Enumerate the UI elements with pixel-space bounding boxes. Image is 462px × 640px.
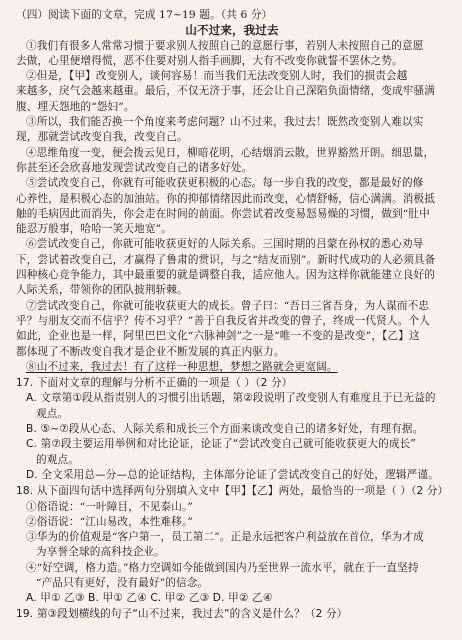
question-17: 17. 下面对文章的理解与分析不正确的一项是（ ）（2 分） A. 文章第①段从指责别人的习惯引出话题，第②段说明了改变别人有难度且于已无益的 观点。 B. ⑤~⑦段从心态、人际关系和成长三个方面来谈改变自己的诸多好处，有理有据。 C. 第⑦段主要运用举例和对比论证，论证了“尝试改变自己就可能收获更大的成长” 的观点。 D. 全文采用总—分—总的论证结构，主体部分论证了尝试改变自己的好处，逻辑严谨。 xyxy=(16,376,448,483)
q18-item-4: ④“好空调，格力造。”格力空调如今能做到国内乃至世界一流水平，就在于一直坚持 xyxy=(26,561,419,574)
q17-option-b: B. ⑤~⑦段从心态、人际关系和成长三个方面来谈改变自己的诸多好处，有理有据。 xyxy=(26,423,424,436)
question-19-stem: 19. 第③段划横线的句子“山不过来，我过去”的含义是什么？（2 分） xyxy=(16,607,348,620)
section-header: （四）阅读下面的文章，完成 17~19 题。（共 6 分） xyxy=(16,9,273,21)
q18-item-3: ③华为的价值观是“客户第一，员工第二”。正是永远把客户利益放在首位，华为才成 xyxy=(26,531,424,544)
paragraph-6: ⑥尝试改变自己，你就可能收获更好的人际关系。三国时期的吕蒙在孙权的悉心劝导 下，尝试着改变自己，才赢得了鲁肃的赏识，与之“结友而别”。新时代成功的人必须具备 四种核心竞争能力，其中最重要的就是调整自我，适应他人。因为这样你就能建立良好的 人际关系，带领你的团队披荆斩棘。 xyxy=(16,238,436,297)
question-19 xyxy=(16,607,448,622)
question-18: 18. 从下面四句话中选择两句分别填入文中【甲】【乙】两处，最恰当的一项是（ ）（2 分） ①俗语说：“一叶障目，不见泰山。” ②俗语说：“江山易改，本性难移。” ③华为的价值观是“客户第一，员工第二”。正是永远把客户利益放在首位，华为才成 为享誉全球的高科技企业。 ④“好空调，格力造。”格力空调如今能做到国内乃至世界一流水平，就在于一直坚持 “产品只有更好，没有最好”的信念。 A. 甲① 乙③ B. 甲① 乙④ C. 甲② 乙③ D. 甲② 乙④ xyxy=(16,484,448,606)
paragraph-5: ⑤尝试改变自己，你就有可能收获更积极的心态。每一步自我的改变，都是最好的修 心养性，是积极心态的加油站。你的抑郁情绪因此而改变，心情舒畅，信心满满。消极抵 触的毛病因此而消失，你会走在时间的前面。你尝试着改变易怒易燥的习惯，做到“肚中 能忍万般事，哈哈一笑天地宽”。 xyxy=(16,177,436,236)
question-17-stem: 17. 下面对文章的理解与分析不正确的一项是（ ）（2 分） xyxy=(16,377,293,390)
article-title: 山不过来，我过去 xyxy=(185,23,279,38)
q18-item-1: ①俗语说：“一叶障目，不见泰山。” xyxy=(26,500,193,513)
paragraph-1: ①我们有很多人常常习惯于要求别人按照自己的意愿行事，若别人未按照自己的意愿 去做，心里便增得慌，恶不住要对别人指手画脚，大有不改变你就誓不罢休之势。 xyxy=(16,39,424,67)
paragraph-2: ②但是，【甲】改变别人，谈何容易！而当我们无法改变别人时，我们的损责会越 来越多，戾气会越来越重。最后，不仅无济于事，还会让自己深陷负面情绪，变成牢骚满 腹、埋天怨地的“怨妇”。 xyxy=(16,70,436,113)
q17-option-c: C. 第⑦段主要运用举例和对比论证，论证了“尝试改变自己就可能收获更大的成长” xyxy=(26,438,417,451)
q18-options: A. 甲① 乙③ B. 甲① 乙④ C. 甲② 乙③ D. 甲② 乙④ xyxy=(26,592,273,605)
question-18-stem: 18. 从下面四句话中选择两句分别填入文中【甲】【乙】两处，最恰当的一项是（ ）（2 分） xyxy=(16,485,448,498)
paragraph-4: ④思维角度一变，便会拨云见日，柳暗花明，心结烟消云散，世界豁然开朗。细思量， 你甚至还会欣喜地发现尝试改变自己的诸多好处。 xyxy=(16,146,435,174)
paragraph-7: ⑦尝试改变自己，你就可能收获更大的成长。曾子曰：“吾日三省吾身，为人谋而不忠 乎？与朋友交而不信乎？传不习乎？”善于自我反省并改变的曾子，终成一代贤人。个人 如此，企业也是一样，阿里巴巴文化“六脉神剑”之一是“唯一不变的是改变”，【乙】这 都体现了不断改变自我才是企业不断发展的真正内驱力。 xyxy=(16,299,430,358)
q18-item-2: ②俗语说：“江山易改，本性难移。” xyxy=(26,515,193,528)
paragraph-3: ③所以，我们能否换一个角度来考虑问题？山不过来，我过去！既然改变别人难以实 现，那就尝试改变自我，改变自己。 xyxy=(16,116,424,144)
q17-option-a: A. 文章第①段从指责别人的习惯引出话题，第②段说明了改变别人有难度且于已无益的 xyxy=(26,392,436,405)
q17-option-d: D. 全文采用总—分—总的论证结构，主体部分论证了尝试改变自己的好处，逻辑严谨。 xyxy=(26,468,439,481)
paragraph-8: ⑧山不过来，我过去！有了这样一种思想，梦想之路就会更宽阔。 xyxy=(26,360,338,373)
